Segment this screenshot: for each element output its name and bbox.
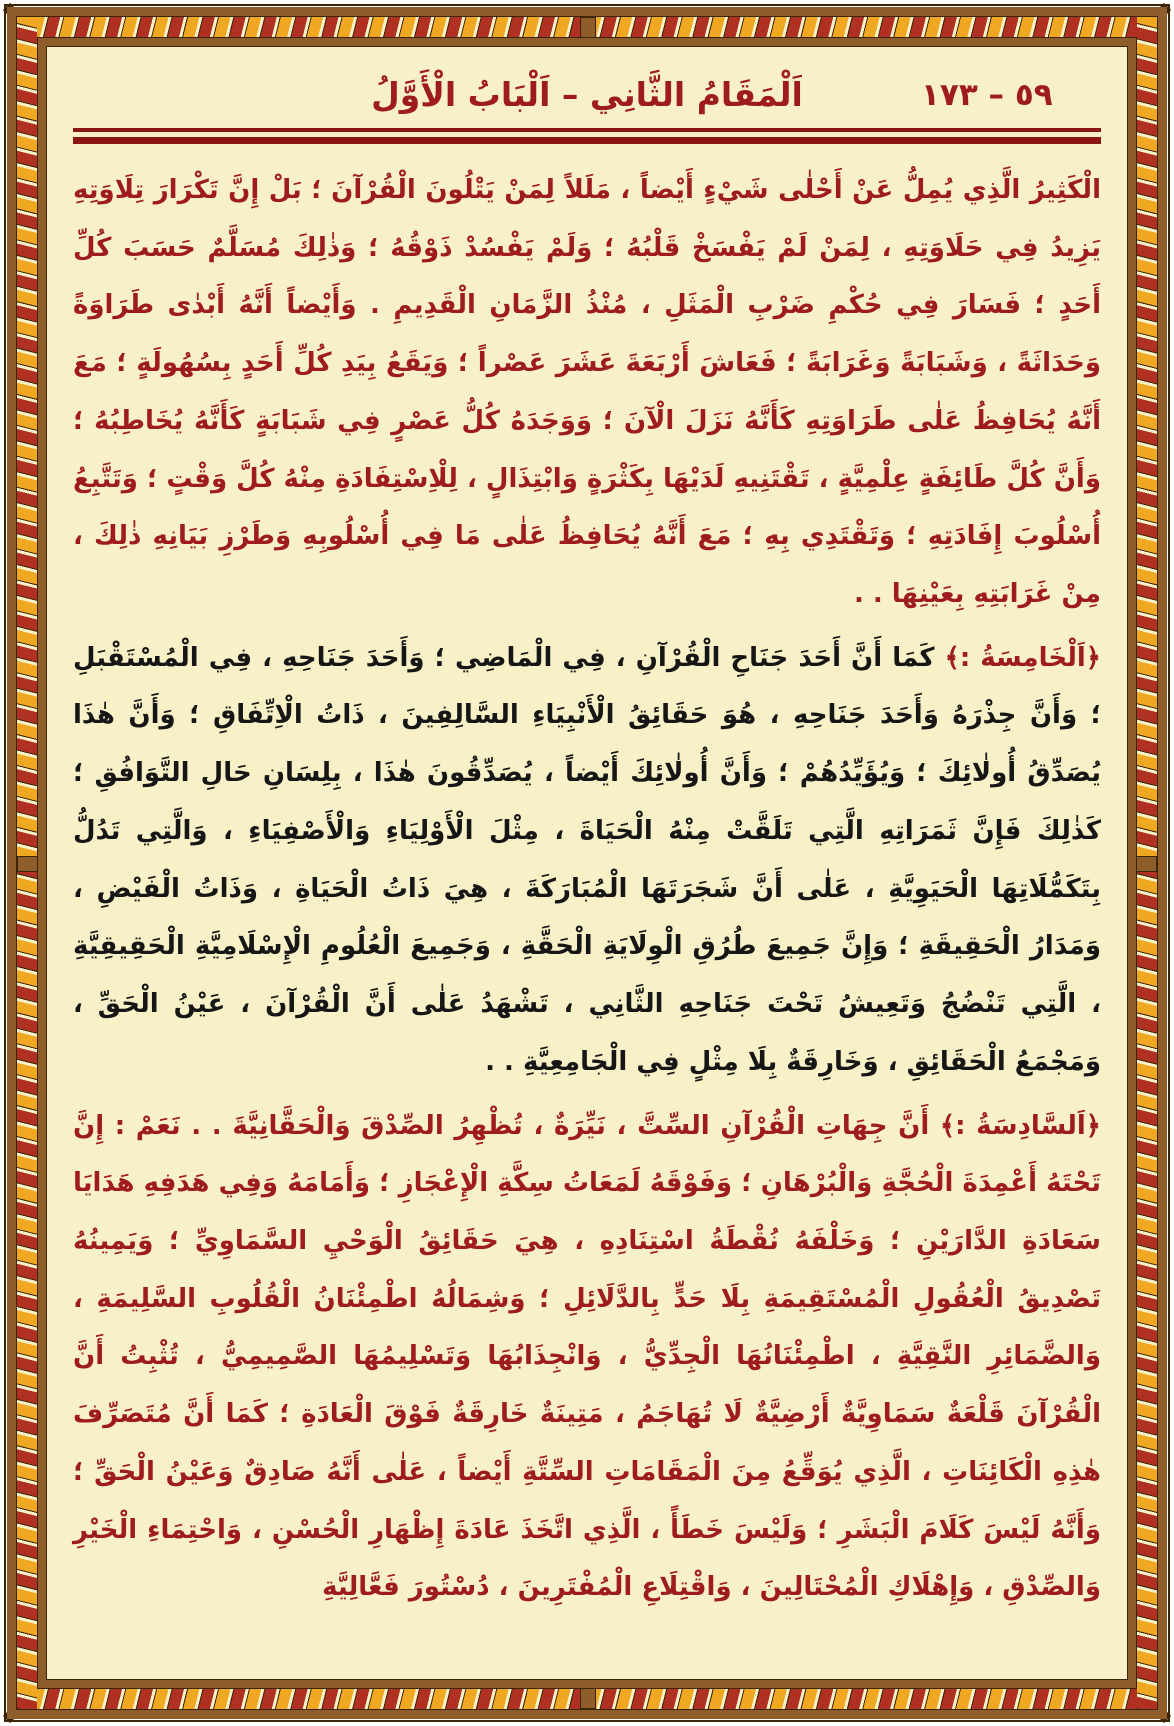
paragraph-text xyxy=(935,643,945,673)
paragraph-sixth: ﴿اَلسَّادِسَةُ :﴾ أَنَّ جِهَاتِ الْقُرْآنِ السِّتَّ ، نَيِّرَةٌ ، تُظْهِرُ الصِّدْقَ وَالْحَقَّانِيَّةَ . . نَعَمْ : إِنَّ تَحْتَهُ أَعْمِدَةَ الْحُجَّةِ وَالْبُرْهَانِ ؛ وَفَوْقَهُ لَمَعَاتُ سِكَّةِ الْإِعْجَازِ ؛ وَأَمَامَهُ وَفِي هَدَفِهِ هَدَايَا سَعَادَةِ الدَّارَيْنِ ؛ وَخَلْفَهُ نُقْطَةُ اسْتِنَادِهِ ، هِيَ حَقَائِقُ الْوَحْيِ السَّمَاوِيِّ ؛ وَيَمِينُهُ تَصْدِيقُ الْعُقُولِ الْمُسْتَقِيمَةِ بِلَا حَدٍّ بِالدَّلَائِلِ ؛ وَشِمَالُهُ اطْمِئْنَانُ الْقُلُوبِ السَّلِيمَةِ ، وَالضَّمَائِرِ النَّقِيَّةِ ، اطْمِئْنَانُهَا الْجِدِّيُّ ، وَانْجِذَابُهَا وَتَسْلِيمُهَا الصَّمِيمِيُّ ، تُثْبِتُ أَنَّ الْقُرْآنَ قَلْعَةٌ سَمَاوِيَّةٌ أَرْضِيَّةٌ لَا تُهَاجَمُ ، مَتِينَةٌ خَارِقَةٌ فَوْقَ الْعَادَةِ ؛ كَمَا أَنَّ مُتَصَرِّفَ هٰذِهِ الْكَائِنَاتِ ، الَّذِي يُوَقِّعُ مِنَ الْمَقَامَاتِ السِّتَّةِ أَيْضاً ، عَلٰى أَنَّهُ صَادِقٌ وَعَيْنُ الْحَقِّ ؛ وَأَنَّهُ لَيْسَ كَلَامَ الْبَشَرِ ؛ وَلَيْسَ خَطَأً ، الَّذِي اتَّخَذَ عَادَةَ إِظْهَارِ الْحُسْنِ ، وَاحْتِمَاءِ الْخَيْرِ وَالصِّدْقِ ، وَإِهْلَاكِ الْمُحْتَالِينَ ، وَاقْتِلَاعِ الْمُفْتَرِينَ ، دُسْتُورَ فَعَّالِيَّةِ xyxy=(73,1110,1101,1603)
page-header xyxy=(73,75,1101,114)
section-marker-sixth: ﴿اَلسَّادِسَةُ :﴾ xyxy=(939,1110,1101,1141)
paragraph-text: الْكَثِيرُ الَّذِي يُمِلُّ عَنْ أَحْلٰى شَيْءٍ أَيْضاً ، مَلَلاً لِمَنْ يَتْلُونَ الْقُرْآنَ ؛ بَلْ إِنَّ تَكْرَارَ تِلَاوَتِهِ يَزِيدُ فِي حَلَاوَتِهِ ، لِمَنْ لَمْ يَفْسَخْ قَلْبُهُ ؛ وَلَمْ يَفْسُدْ ذَوْقُهُ ؛ وَذٰلِكَ مُسَلَّمٌ حَسَبَ كُلِّ أَحَدٍ ؛ فَسَارَ فِي حُكْمِ ضَرْبِ الْمَثَلِ ، مُنْذُ الزَّمَانِ الْقَدِيمِ . وَأَيْضاً أَنَّهُ أَبْدٰى طَرَاوَةً وَحَدَاثَةً ، وَشَبَابَةً وَغَرَابَةً ؛ فَعَاشَ أَرْبَعَةَ عَشَرَ عَصْراً ؛ وَيَقَعُ بِيَدِ كُلِّ أَحَدٍ بِسُهُولَةٍ ؛ مَعَ أَنَّهُ يُحَافِظُ عَلٰى طَرَاوَتِهِ كَأَنَّهُ نَزَلَ الْآنَ ؛ وَوَجَدَهُ كُلُّ عَصْرٍ فِي شَبَابَةٍ كَأَنَّهُ يُخَاطِبُهُ ؛ وَأَنَّ كُلَّ طَائِفَةٍ عِلْمِيَّةٍ ، تَقْتَنِيهِ لَدَيْهَا بِكَثْرَةٍ وَابْتِذَالٍ ، لِلْاِسْتِفَادَةِ مِنْهُ كُلَّ وَقْتٍ ؛ وَتَتَّبِعُ أُسْلُوبَ إِفَادَتِهِ ؛ وَتَقْتَدِي بِهِ ؛ مَعَ أَنَّهُ يُحَافِظُ عَلٰى مَا فِي أُسْلُوبِهِ وَطَرْزِ بَيَانِهِ ذٰلِكَ ، مِنْ غَرَابَتِهِ بِعَيْنِهَا . . xyxy=(73,175,1101,610)
body-text xyxy=(73,162,1101,1617)
band-joint-left xyxy=(17,856,39,872)
band-joint-bottom xyxy=(580,1687,596,1709)
page-title: اَلْمَقَامُ الثَّانِي – اَلْبَابُ الْأَوَّلُ xyxy=(371,75,803,114)
band-joint-top xyxy=(580,17,596,39)
section-marker-fifth: ﴿اَلْخَامِسَةُ :﴾ xyxy=(944,642,1101,673)
header-double-rule xyxy=(73,128,1101,144)
page-number: ٥٩ – ١٧٣ xyxy=(921,76,1053,113)
paragraph-fifth: ﴿اَلْخَامِسَةُ :﴾ كَمَا أَنَّ أَحَدَ جَنَاحِ الْقُرْآنِ ، فِي الْمَاضِي ؛ وَأَحَدَ جَنَاحِهِ ، فِي الْمُسْتَقْبَلِ ؛ وَأَنَّ جِذْرَهُ وَأَحَدَ جَنَاحِهِ ، هُوَ حَقَائِقُ الْأَنْبِيَاءِ السَّالِفِينَ ، ذَاتُ الْاِتِّفَاقِ ؛ وَأَنَّ هٰذَا يُصَدِّقُ أُولٰائِكَ ؛ وَيُؤَيِّدُهُمْ ؛ وَأَنَّ أُولٰائِكَ أَيْضاً ، يُصَدِّقُونَ هٰذَا ، بِلِسَانِ حَالِ التَّوَافُقِ ؛ كَذٰلِكَ فَإِنَّ ثَمَرَاتِهِ الَّتِي تَلَقَّتْ مِنْهُ الْحَيَاةَ ، مِثْلَ الْأَوْلِيَاءِ وَالْأَصْفِيَاءِ ، وَالَّتِي تَدُلُّ بِتَكَمُّلَاتِهَا الْحَيَوِيَّةِ ، عَلٰى أَنَّ شَجَرَتَهَا الْمُبَارَكَةَ ، هِيَ ذَاتُ الْحَيَاةِ ، وَذَاتُ الْفَيْضِ ، وَمَدَارُ الْحَقِيقَةِ ؛ وَإِنَّ جَمِيعَ طُرُقِ الْوِلَايَةِ الْحَقَّةِ ، وَجَمِيعَ الْعُلُومِ الْإِسْلَامِيَّةِ الْحَقِيقِيَّةِ ، الَّتِي تَنْضُجُ وَتَعِيشُ تَحْتَ جَنَاحِهِ الثَّانِي ، تَشْهَدُ عَلٰى أَنَّ الْقُرْآنَ ، عَيْنُ الْحَقِّ ، وَمَجْمَعُ الْحَقَائِقِ ، وَخَارِقَةٌ بِلَا مِثْلٍ فِي الْجَامِعِيَّةِ . . xyxy=(73,642,1101,1077)
page-content xyxy=(47,47,1127,1679)
band-joint-right xyxy=(1135,856,1157,872)
paragraph-continuation xyxy=(73,162,1101,624)
paragraph-text xyxy=(929,1111,940,1141)
